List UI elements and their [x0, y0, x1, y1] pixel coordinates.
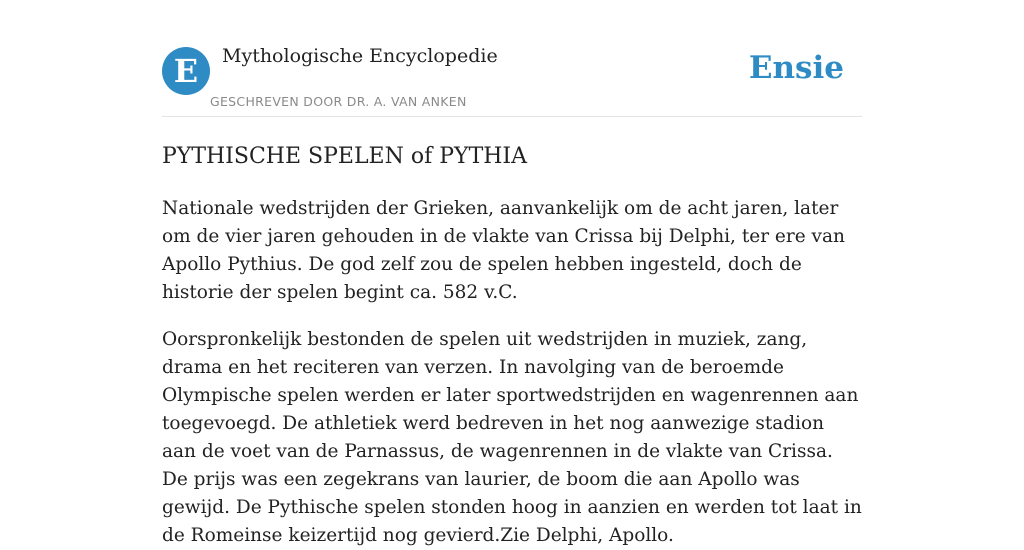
article-page — [162, 0, 862, 550]
encyclopedia-logo[interactable]: E — [162, 47, 210, 95]
ensie-brand-logo[interactable]: Ensie — [748, 50, 844, 86]
article-title: PYTHISCHE SPELEN of PYTHIA — [162, 144, 528, 169]
author-line: GESCHREVEN DOOR DR. A. VAN ANKEN — [210, 94, 467, 109]
page-header — [162, 0, 862, 117]
encyclopedia-title[interactable]: Mythologische Encyclopedie — [222, 45, 498, 67]
article-paragraph: Nationale wedstrijden der Grieken, aanvankelijk om de acht jaren, later om de vier jaren gehouden in de vlakte van Crissa bij Delphi, ter ere van Apollo Pythius. De god zelf zou de spelen hebben ingesteld, doch de historie der spelen begint ca. 582 v.C. — [162, 198, 845, 303]
article-paragraph: Oorspronkelijk bestonden de spelen uit wedstrijden in muziek, zang, drama en het reciteren van verzen. In navolging van de beroemde Olympische spelen werden er later sportwedstrijden en wagenrennen aan toegevoegd. De athletiek werd bedreven in het nog aanwezige stadion aan de voet van de Parnassus, de wagenrennen in de vlakte van Crissa. De prijs was een zegekrans van laurier, de boom die aan Apollo was gewijd. De Pythische spelen stonden hoog in aanzien en werden tot laat in de Romeinse keizertijd nog gevierd.Zie Delphi, Apollo. — [162, 329, 862, 546]
